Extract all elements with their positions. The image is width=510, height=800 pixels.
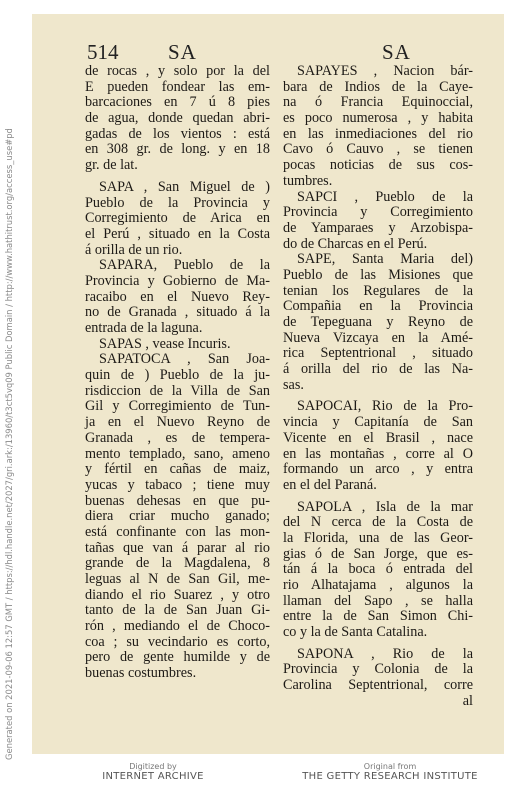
text-line: Granada , es de tempera- xyxy=(85,429,270,446)
text-line: Pueblo de las Misiones que xyxy=(283,266,473,283)
text-line: rica Septentrional , situado xyxy=(283,345,473,362)
text-line: SAPCI , Pueblo de la xyxy=(297,188,473,205)
text-line: tumbres. xyxy=(283,172,333,189)
text-line: buenas dehesas en que pu- xyxy=(85,492,270,509)
text-line: á orilla del rio de las Na- xyxy=(283,361,473,378)
text-line: SAPAYES , Nacion bár- xyxy=(297,63,473,79)
text-line: la Florida, una de las Geor- xyxy=(283,529,473,546)
left-running-head: SA xyxy=(168,40,197,64)
text-line: diera criar mucho ganado; xyxy=(85,508,270,525)
text-line: risdiccion de la Villa de San xyxy=(85,382,270,399)
text-line: formando un arco , y entra xyxy=(283,461,473,478)
text-line: SAPE, Santa Maria del) xyxy=(297,251,473,268)
left-text-column xyxy=(85,64,270,682)
footer-getty: THE GETTY RESEARCH INSTITUTE xyxy=(302,771,478,782)
text-line: en el del Paraná. xyxy=(283,476,377,493)
text-line: en 308 gr. de long. y en 18 xyxy=(85,141,270,158)
text-line: SAPOLA , Isla de la mar xyxy=(297,498,473,515)
text-line: Vicente en el Brasil , nace xyxy=(283,429,473,446)
text-line: Corregimiento de Arica en xyxy=(85,210,270,227)
text-line: de Tepeguana y Reyno de xyxy=(283,314,473,330)
text-line: tañas que van á parar al rio xyxy=(85,539,270,556)
text-line: diando el rio Suarez , y otro xyxy=(85,586,270,603)
text-line: al xyxy=(462,692,473,709)
text-line: quin de ) Pueblo de la ju- xyxy=(85,367,270,384)
text-line: pocas noticias de sus cos- xyxy=(283,157,473,174)
footer-digitized xyxy=(78,762,228,782)
text-line: SAPA , San Miguel de ) xyxy=(99,178,270,195)
text-line: SAPAS , vease Incuris. xyxy=(99,335,231,352)
text-line: tán á la boca ó entrada del xyxy=(283,561,473,578)
text-line: tanto de la de San Juan Gi- xyxy=(85,602,270,619)
right-text-column xyxy=(283,64,473,710)
right-running-head: SA xyxy=(382,40,411,64)
text-line: entrada de la laguna. xyxy=(85,320,203,336)
text-line: gias ó de San Jorge, que es- xyxy=(283,545,473,562)
text-line: rio Alhatajama , algunos la xyxy=(283,577,473,593)
text-line: entre la de San Simon Chi- xyxy=(283,608,473,625)
text-line: buenas costumbres. xyxy=(85,665,197,682)
text-line: Cavo ó Cauvo , se tienen xyxy=(283,141,473,158)
text-line: Carolina Septentrional, corre xyxy=(283,677,473,694)
text-line: coa ; su vecindario es corto, xyxy=(85,633,270,650)
text-line: á orilla de un rio. xyxy=(85,241,183,258)
footer-original xyxy=(295,762,485,782)
text-line: grande de la Magdalena, 8 xyxy=(85,555,270,572)
text-line: gr. de lat. xyxy=(85,157,138,174)
text-line: racaibo en el Nuevo Rey- xyxy=(85,288,270,305)
text-line: mento templado, sano, ameno xyxy=(85,445,270,462)
text-line: y fértil en cañas de maiz, xyxy=(85,461,270,478)
text-line: Provincia y Colonia de la xyxy=(283,661,473,678)
text-line: Compañia en la Provincia xyxy=(283,298,473,315)
text-line: llaman del Sapo , se halla xyxy=(283,592,473,609)
text-line: del N cerca de la Costa de xyxy=(283,514,473,531)
text-line: leguas al N de San Gil, me- xyxy=(85,571,270,587)
text-line: pero de gente humilde y de xyxy=(85,649,270,666)
text-line: sas. xyxy=(283,376,304,393)
text-line: es poco numerosa , y habita xyxy=(283,110,473,127)
text-line: en las montañas , corre al O xyxy=(283,445,473,462)
text-line: de rocas , y solo por la del xyxy=(85,63,270,79)
text-line: SAPARA, Pueblo de la xyxy=(99,257,270,274)
text-line: Provincia y Corregimiento xyxy=(283,204,473,221)
footer-digitized-by: Digitized by xyxy=(129,762,177,771)
text-line: ja en el Nuevo Reyno de xyxy=(85,414,270,431)
text-line: Provincia y Gobierno de Ma- xyxy=(85,272,270,289)
text-line: de Yamparaes y Arzobispa- xyxy=(283,219,473,236)
text-line: SAPONA , Rio de la xyxy=(297,645,473,662)
text-line: do de Charcas en el Perú. xyxy=(283,235,428,252)
text-line: no de Granada , situado á la xyxy=(85,304,270,321)
text-line: SAPATOCA , San Joa- xyxy=(99,351,270,368)
text-line: SAPOCAI, Rio de la Pro- xyxy=(297,398,473,415)
text-line: el Perú , situado en la Costa xyxy=(85,225,270,242)
text-line: vincia y Capitanía de San xyxy=(283,414,473,431)
text-line: gadas de los vientos : está xyxy=(85,125,270,142)
text-line: bara de Indios de la Caye- xyxy=(283,78,473,95)
text-line: na ó Francia Equinoccial, xyxy=(283,94,473,111)
text-line: Gil y Corregimiento de Tun- xyxy=(85,398,270,415)
text-line: Pueblo de la Provincia y xyxy=(85,194,270,211)
text-line: está confinante con las mon- xyxy=(85,523,270,540)
text-line: Nueva Vizcaya en la Amé- xyxy=(283,329,473,346)
text-line: en las inmediaciones del rio xyxy=(283,125,473,142)
footer-original-from: Original from xyxy=(363,762,417,771)
text-line: rón , mediando el de Choco- xyxy=(85,618,270,635)
text-line: E pueden fondear las em- xyxy=(85,78,270,95)
text-line: barcaciones en 7 ú 8 pies xyxy=(85,94,270,111)
text-line: co y la de Santa Catalina. xyxy=(283,624,428,641)
footer-internet-archive: INTERNET ARCHIVE xyxy=(102,771,204,782)
text-line: yucas y tabaco ; tiene muy xyxy=(85,476,270,493)
side-watermark: Generated on 2021-09-06 12:57 GMT / https://hdl.handle.net/2027/gri.ark:/13960/t3ct5vq09 Public Domain / http://www.hathitrust.org/access_use#pd xyxy=(4,128,14,760)
page-number: 514 xyxy=(87,40,119,64)
text-line: tenian los Regulares de la xyxy=(283,282,473,299)
text-line: de agua, donde quedan abri- xyxy=(85,110,270,127)
